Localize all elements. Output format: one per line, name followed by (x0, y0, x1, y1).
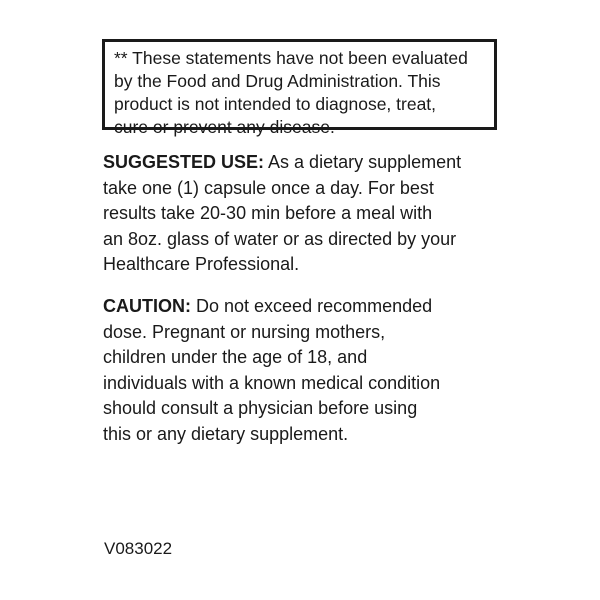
fda-disclaimer-box (102, 39, 497, 137)
disclaimer-line: by the Food and Drug Administration. This (114, 71, 441, 91)
caution-line: this or any dietary supplement. (103, 423, 349, 444)
suggested-use-heading: SUGGESTED USE: (103, 152, 265, 172)
caution-line: children under the age of 18, and (103, 347, 368, 367)
suggested-use-line: Healthcare Professional. (103, 254, 300, 274)
caution-line: should consult a physician before using (103, 398, 418, 418)
suggested-use-first-line (103, 150, 503, 176)
suggested-use-text: As a dietary supplement (264, 152, 462, 172)
disclaimer-line: cure or prevent any disease. (114, 117, 335, 137)
caution-text: Do not exceed recommended (191, 296, 433, 316)
suggested-use-line: an 8oz. glass of water or as directed by your (103, 228, 457, 249)
caution-line: individuals with a known medical condition (103, 372, 441, 393)
version-code: V083022 (104, 539, 173, 558)
disclaimer-line: ** These statements have not been evaluated (114, 48, 468, 68)
caution-line: dose. Pregnant or nursing mothers, (103, 321, 386, 342)
caution-first-line (103, 294, 503, 320)
caution-heading: CAUTION: (103, 296, 191, 316)
caution-section (103, 294, 503, 447)
suggested-use-section (103, 150, 503, 278)
suggested-use-line: results take 20-30 min before a meal with (103, 203, 433, 223)
suggested-use-line: take one (1) capsule once a day. For best (103, 177, 434, 198)
disclaimer-line: product is not intended to diagnose, treat, (114, 94, 437, 114)
